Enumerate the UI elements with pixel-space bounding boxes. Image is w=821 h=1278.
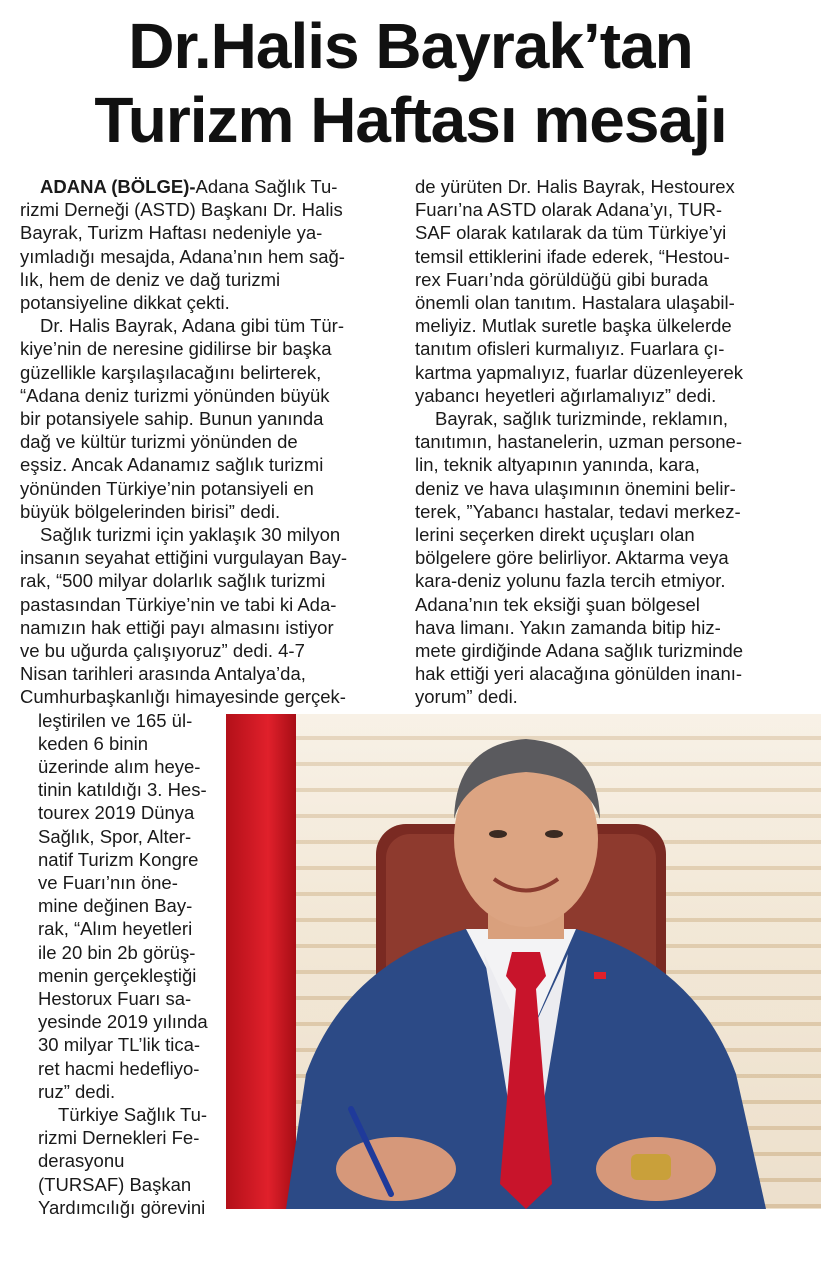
left-line-11: dağ ve kültür turizmi yönünden de (20, 431, 298, 453)
narrow-line-17: Türkiye Sağlık Tu- (58, 1104, 208, 1126)
narrow-line-10: ile 20 bin 2b görüş- (38, 941, 196, 963)
right-eye (545, 830, 563, 838)
left-column-narrow (38, 709, 223, 1219)
right-line-4: rex Fuarı’nda görüldüğü gibi burada (415, 268, 709, 290)
right-line-7: tanıtım ofisleri kurmalıyız. Fuarlara çı- (415, 338, 725, 360)
narrow-line-9: rak, “Alım heyetleri (38, 918, 193, 940)
right-line-13: deniz ve hava ulaşımının önemini belir- (415, 477, 736, 499)
left-line-6: Dr. Halis Bayrak, Adana gibi tüm Tür- (40, 315, 345, 337)
narrow-line-19: derasyonu (38, 1150, 125, 1172)
left-line-12: eşsiz. Ancak Adanamız sağlık turizmi (20, 454, 324, 476)
narrow-line-14: 30 milyar TL’lik tica- (38, 1034, 201, 1056)
narrow-line-3: tinin katıldığı 3. Hes- (38, 779, 207, 801)
narrow-line-4: tourex 2019 Dünya (38, 802, 195, 824)
left-line-7: kiye’nin de neresine gidilirse bir başka (20, 338, 332, 360)
left-hand (336, 1137, 456, 1201)
left-line-13: yönünden Türkiye’nin potansiyeli en (20, 477, 314, 499)
right-line-9: yabancı heyetleri ağırlamalıyız” dedi. (415, 384, 717, 406)
left-line-10: bir potansiyele sahip. Bunun yanında (20, 408, 324, 430)
left-line-4: lık, hem de deniz ve dağ turizmi (20, 268, 281, 290)
right-line-12: lin, teknik altyapının yanında, kara, (415, 454, 700, 476)
narrow-line-7: ve Fuarı’nın öne- (38, 872, 178, 894)
narrow-line-1: keden 6 binin (38, 732, 149, 754)
right-line-0: de yürüten Dr. Halis Bayrak, Hestourex (415, 176, 735, 197)
narrow-line-0: leştirilen ve 165 ül- (38, 709, 193, 731)
tie-knot (506, 952, 546, 989)
left-line-21: Nisan tarihleri arasında Antalya’da, (20, 663, 306, 685)
left-line-15: Sağlık turizmi için yaklaşık 30 milyon (40, 524, 341, 546)
left-line-22: Cumhurbaşkanlığı himayesinde gerçek- (20, 686, 346, 708)
narrow-line-12: Hestorux Fuarı sa- (38, 988, 192, 1010)
left-line-9: “Adana deniz turizmi yönünden büyük (20, 384, 330, 406)
dateline: ADANA (BÖLGE)- (40, 176, 196, 197)
right-line-5: önemli olan tanıtım. Hastalara ulaşabil- (415, 292, 735, 314)
right-line-22: yorum” dedi. (415, 686, 518, 708)
left-line-16: insanın seyahat ettiğini vurgulayan Bay- (20, 547, 348, 569)
portrait-figure (226, 714, 821, 1209)
portrait-photo (226, 714, 821, 1209)
narrow-line-18: rizmi Dernekleri Fe- (38, 1127, 200, 1149)
left-line-20: ve bu uğurda çalışıyoruz” dedi. 4-7 (20, 640, 305, 662)
right-line-11: tanıtımın, hastanelerin, uzman persone- (415, 431, 743, 453)
narrow-line-21: Yardımcılığı görevini (38, 1196, 206, 1218)
left-line-5: potansiyeline dikkat çekti. (20, 292, 230, 314)
narrow-line-15: ret hacmi hedefliyo- (38, 1057, 200, 1079)
right-line-6: meliyiz. Mutlak suretle başka ülkelerde (415, 315, 732, 337)
left-line-18: pastasından Türkiye’nin ve tabi ki Ada- (20, 593, 337, 615)
left-line-3: yımladığı mesajda, Adana’nın hem sağ- (20, 245, 345, 267)
right-line-2: SAF olarak katılarak da tüm Türkiye’yi (415, 222, 727, 244)
narrow-line-5: Sağlık, Spor, Alter- (38, 825, 192, 847)
narrow-line-2: üzerinde alım heye- (38, 756, 201, 777)
narrow-line-11: menin gerçekleştiği (38, 964, 197, 986)
left-line-8: güzellikle karşılaşılacağını belirterek, (20, 361, 322, 383)
right-line-3: temsil ettiklerini ifade ederek, “Hestou- (415, 245, 730, 267)
wristwatch (631, 1154, 671, 1180)
left-line-17: rak, “500 milyar dolarlık sağlık turizmi (20, 570, 326, 592)
right-line-19: hava limanı. Yakın zamanda bitip hiz- (415, 616, 721, 638)
narrow-line-8: mine değinen Bay- (38, 895, 193, 917)
right-line-18: Adana’nın tek eksiği şuan bölgesel (415, 593, 700, 615)
right-line-14: terek, ”Yabancı hastalar, tedavi merkez- (415, 500, 741, 522)
lapel-pin (594, 972, 606, 979)
narrow-line-6: natif Turizm Kongre (38, 848, 199, 870)
left-line-19: namızın hak ettiği payı almasını istiyor (20, 616, 334, 638)
left-line-14: büyük bölgelerinden birisi” dedi. (20, 500, 281, 522)
left-line-0: ADANA (BÖLGE)-Adana Sağlık Tu- (40, 176, 338, 197)
right-line-20: mete girdiğinde Adana sağlık turizminde (415, 640, 744, 662)
headline-line-2: Turizm Haftası mesajı (94, 84, 727, 156)
right-line-8: kartma yapmalıyız, fuarlar düzenleyerek (415, 361, 743, 383)
right-line-10: Bayrak, sağlık turizminde, reklamın, (435, 408, 729, 430)
narrow-line-16: ruz” dedi. (38, 1080, 116, 1102)
left-eye (489, 830, 507, 838)
headline-line-1: Dr.Halis Bayrak’tan (128, 10, 693, 82)
left-column (20, 175, 392, 709)
right-line-17: kara-deniz yolunu fazla tercih etmiyor. (415, 570, 726, 592)
right-line-16: bölgelere göre belirliyor. Aktarma veya (415, 547, 729, 569)
right-line-21: hak ettiği yeri alacağına gönülden inanı- (415, 663, 743, 685)
narrow-line-20: (TURSAF) Başkan (38, 1173, 192, 1195)
left-line-2: Bayrak, Turizm Haftası nedeniyle ya- (20, 222, 323, 244)
right-column (415, 175, 805, 709)
narrow-line-13: yesinde 2019 yılında (38, 1011, 208, 1033)
right-line-15: lerini seçerken direkt uçuşları olan (415, 524, 695, 546)
right-line-1: Fuarı’na ASTD olarak Adana’yı, TUR- (415, 199, 723, 221)
left-line-1: rizmi Derneği (ASTD) Başkanı Dr. Halis (20, 199, 343, 221)
